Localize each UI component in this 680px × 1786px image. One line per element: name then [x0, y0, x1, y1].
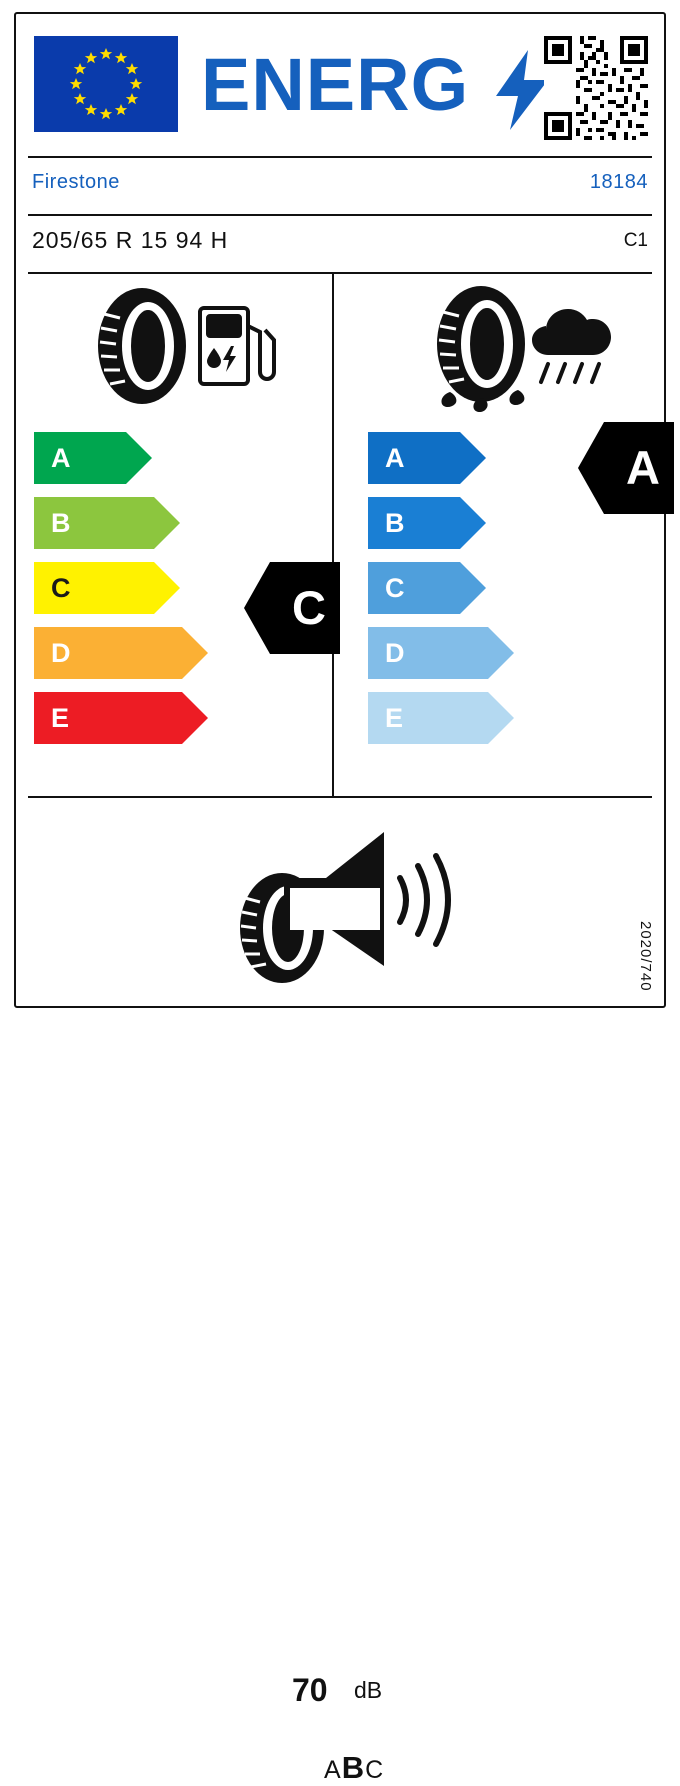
noise-class-c: C: [365, 1756, 385, 1784]
grade-row: [34, 497, 208, 549]
vertical-divider: [332, 272, 334, 796]
fuel-efficiency-scale: [34, 432, 208, 757]
grade-letter: C: [385, 572, 405, 603]
grade-letter: A: [51, 442, 71, 473]
fuel-efficiency-grade-marker: [244, 562, 340, 654]
grade-letter: E: [51, 702, 70, 733]
wet-grade-value: A: [626, 441, 660, 494]
grade-row: [34, 432, 208, 484]
tyre-icon: [98, 288, 186, 404]
grade-row: [368, 627, 514, 679]
divider: [28, 156, 652, 158]
grade-letter: B: [385, 507, 405, 538]
noise-unit: dB: [354, 1677, 383, 1703]
grade-arrow-e: [368, 692, 514, 744]
grade-arrow-c: [34, 562, 208, 614]
tyre-size: 205/65 R 15 94 H: [32, 227, 229, 253]
noise-section: [16, 804, 664, 1785]
fuel-efficiency-pictogram: [90, 286, 280, 406]
grade-row: [34, 692, 208, 744]
grade-letter: D: [385, 637, 405, 668]
marker-tip: [578, 422, 604, 514]
grade-row: [368, 497, 514, 549]
grade-arrow-a: [368, 432, 514, 484]
fuel-grade-value: C: [292, 581, 326, 634]
grade-arrow-b: [34, 497, 208, 549]
fuel-pump-icon: [200, 308, 274, 384]
grade-letter: A: [385, 442, 405, 473]
eu-flag-icon: [34, 36, 178, 132]
qr-code-icon: [544, 36, 648, 140]
tyre-class: C1: [623, 230, 648, 251]
rain-cloud-icon: [532, 309, 611, 382]
grade-arrow-e: [34, 692, 208, 744]
grade-row: [34, 627, 208, 679]
grade-row: [34, 562, 208, 614]
supplier-name: Firestone: [32, 171, 120, 193]
wet-grip-pictogram: [426, 286, 626, 416]
noise-class-selected: B: [341, 1750, 366, 1785]
grade-letter: D: [51, 637, 71, 668]
speaker-noise-icon: [234, 816, 464, 986]
divider: [28, 796, 652, 798]
grade-arrow-d: [368, 627, 514, 679]
grade-row: [368, 432, 514, 484]
lightning-bolt-icon: [494, 50, 550, 130]
page-title: ENERG: [201, 43, 470, 126]
noise-value: 70: [292, 1672, 328, 1708]
noise-class-scale: [324, 1750, 384, 1786]
marker-tip: [244, 562, 270, 654]
regulation-reference: 2020/740: [637, 921, 654, 992]
divider: [28, 214, 652, 216]
wet-grip-grade-marker: [578, 422, 674, 514]
grade-letter: B: [51, 507, 71, 538]
tyre-splash-icon: [437, 286, 525, 412]
grade-letter: E: [385, 702, 404, 733]
noise-class-a: A: [324, 1756, 342, 1784]
grade-arrow-b: [368, 497, 514, 549]
model-identifier: 18184: [589, 171, 648, 193]
energy-label-card: [14, 12, 666, 1785]
divider: [28, 272, 652, 274]
grade-row: [368, 562, 514, 614]
wet-grip-scale: [368, 432, 514, 757]
grade-arrow-d: [34, 627, 208, 679]
label-header: [16, 14, 664, 154]
grade-arrow-a: [34, 432, 208, 484]
grade-arrow-c: [368, 562, 514, 614]
grade-row: [368, 692, 514, 744]
grade-letter: C: [51, 572, 71, 603]
